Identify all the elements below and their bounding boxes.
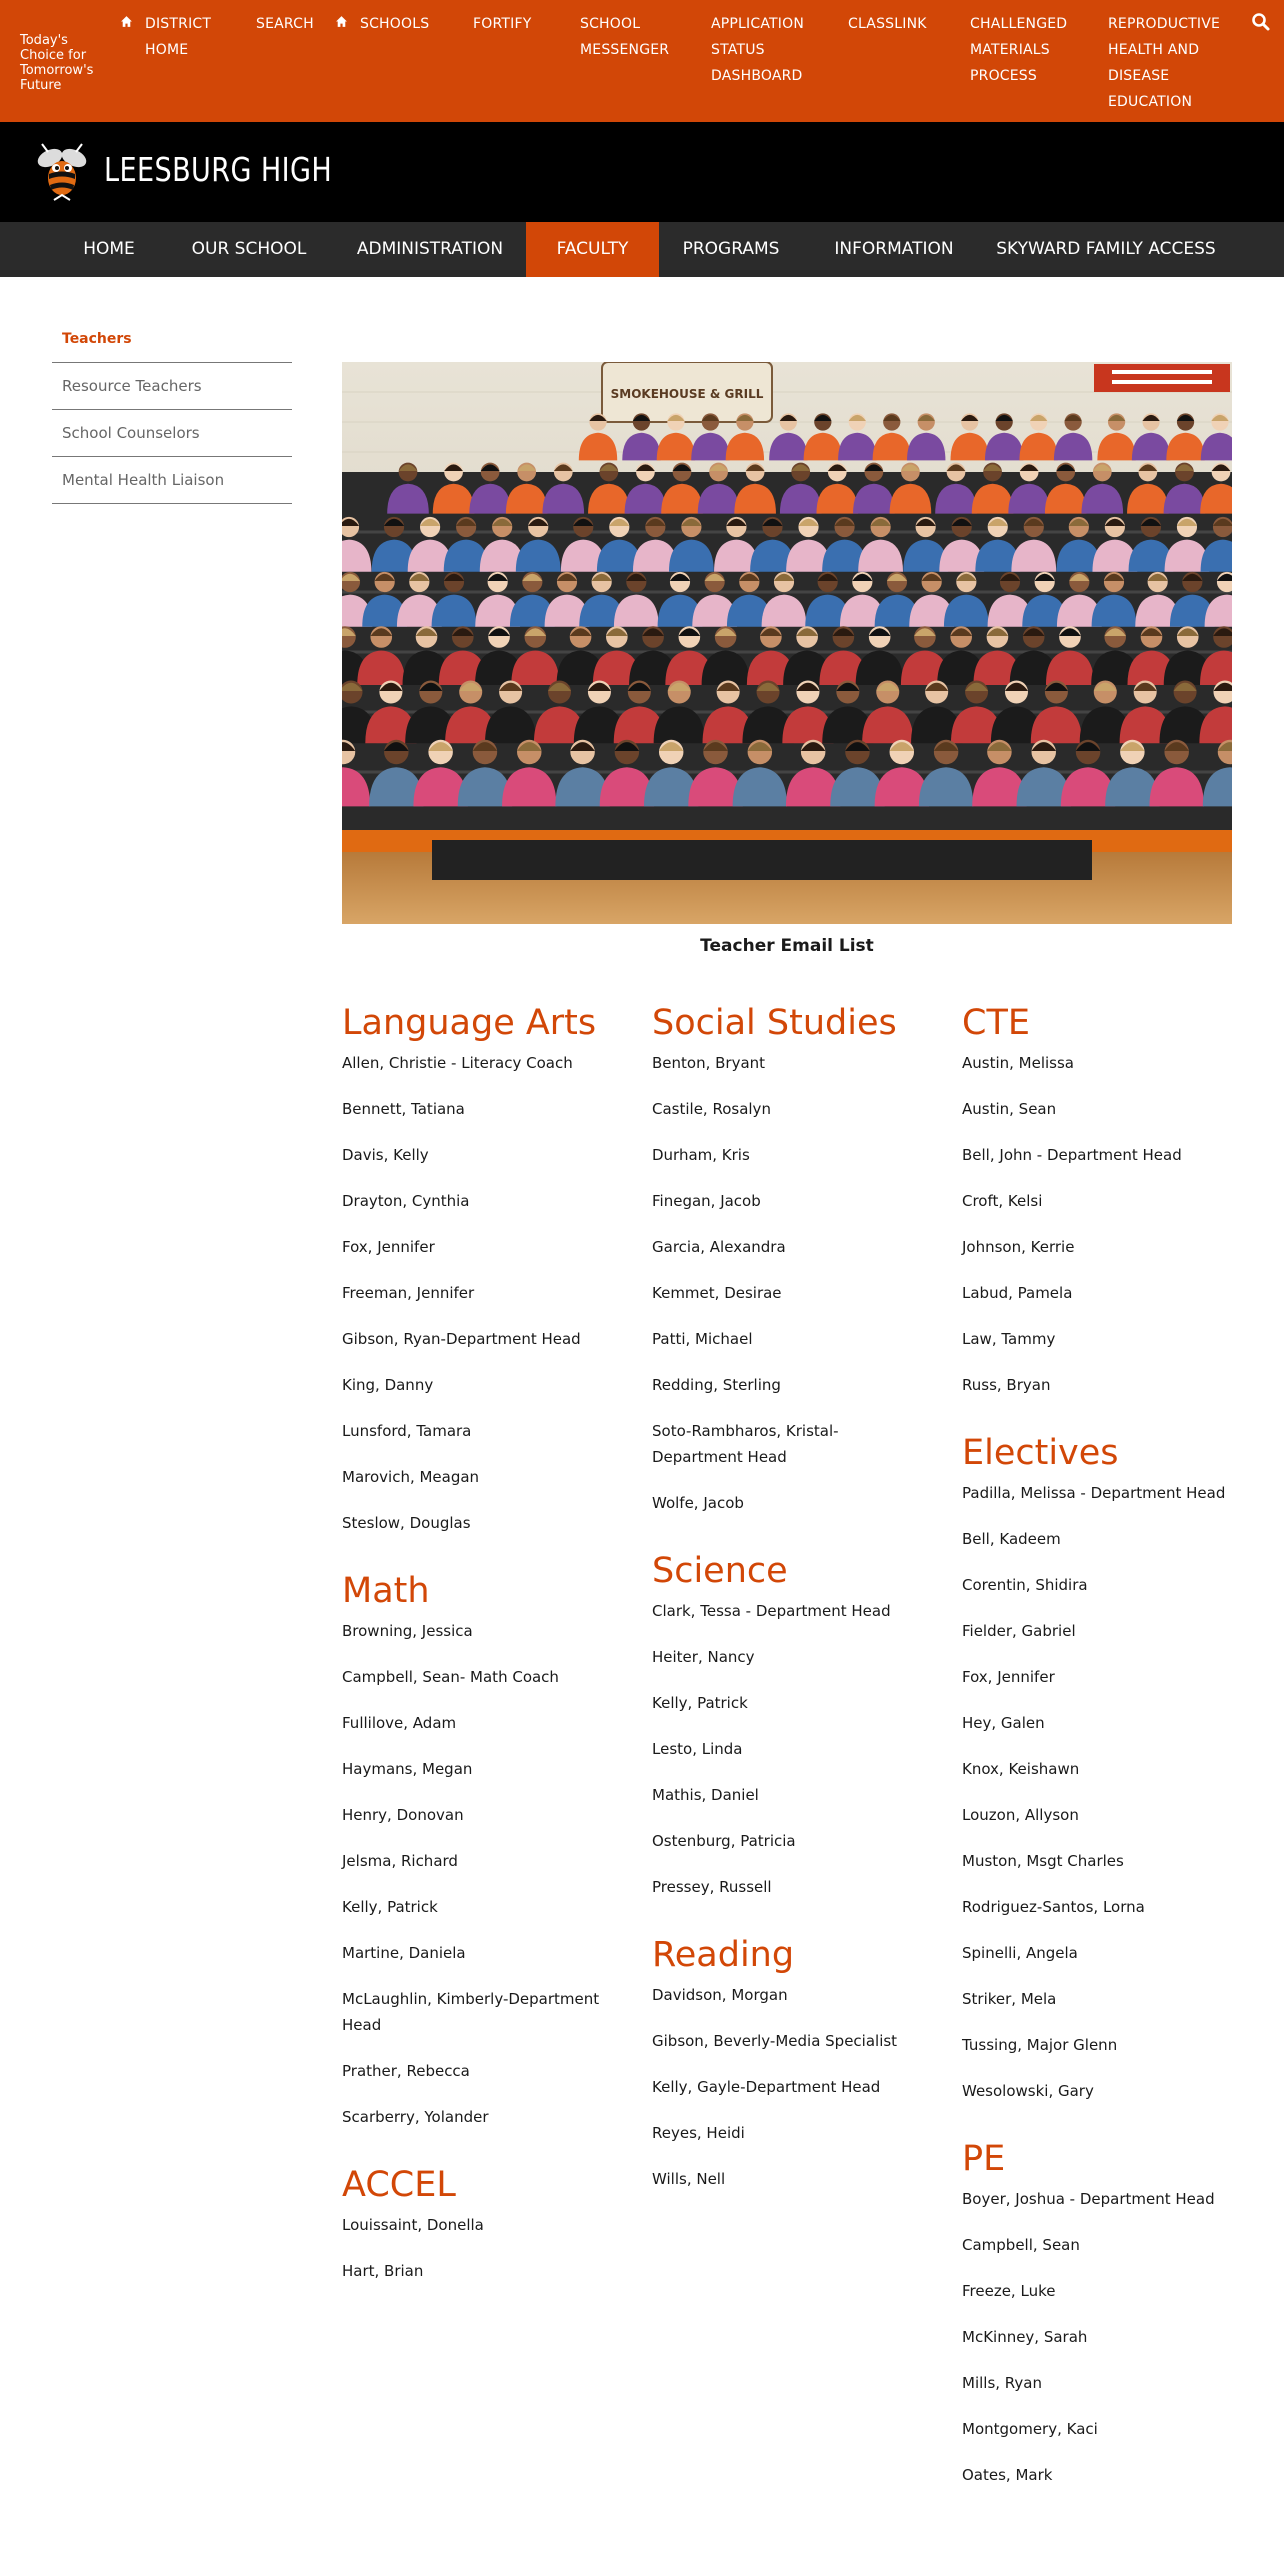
- teacher-link[interactable]: Redding, Sterling: [652, 1376, 781, 1394]
- teacher-link[interactable]: Kelly, Patrick: [652, 1694, 748, 1712]
- utility-link-label: REPRODUCTIVE HEALTH AND DISEASE EDUCATION: [1108, 16, 1221, 110]
- utility-link-label: SEARCH: [256, 16, 314, 32]
- nav-administration[interactable]: ADMINISTRATION: [356, 239, 504, 259]
- teacher-link[interactable]: Croft, Kelsi: [962, 1192, 1043, 1210]
- teacher-link[interactable]: Browning, Jessica: [342, 1622, 473, 1640]
- teacher-link[interactable]: Striker, Mela: [962, 1990, 1057, 2008]
- dept-pe: [962, 2132, 1242, 2508]
- search-icon[interactable]: [1251, 12, 1273, 34]
- dept-title: PE: [962, 2139, 1006, 2179]
- utility-link-schools[interactable]: [360, 11, 440, 37]
- dept-electives: [962, 1426, 1242, 2124]
- utility-link-label: CLASSLINK: [848, 16, 927, 32]
- teacher-link[interactable]: Davis, Kelly: [342, 1146, 429, 1164]
- home-icon: [335, 11, 348, 37]
- teacher-link[interactable]: Campbell, Sean: [962, 2236, 1080, 2254]
- teacher-link[interactable]: Freeman, Jennifer: [342, 1284, 475, 1302]
- teacher-link[interactable]: Campbell, Sean- Math Coach: [342, 1668, 559, 1686]
- sidebar-nav: [52, 316, 292, 504]
- teacher-link[interactable]: Hart, Brian: [342, 2262, 424, 2280]
- teacher-link[interactable]: Bell, Kadeem: [962, 1530, 1061, 1548]
- teacher-link[interactable]: Fielder, Gabriel: [962, 1622, 1076, 1640]
- utility-link-label: SCHOOLS: [360, 16, 430, 32]
- nav-programs[interactable]: PROGRAMS: [682, 239, 780, 259]
- teacher-link[interactable]: Muston, Msgt Charles: [962, 1852, 1124, 1870]
- dept-math: [342, 1564, 602, 2150]
- teacher-link[interactable]: Oates, Mark: [962, 2466, 1053, 2484]
- teacher-link[interactable]: Pressey, Russell: [652, 1878, 772, 1896]
- nav-home[interactable]: HOME: [83, 239, 135, 259]
- teacher-link[interactable]: Henry, Donovan: [342, 1806, 464, 1824]
- teacher-link[interactable]: Knox, Keishawn: [962, 1760, 1080, 1778]
- teacher-link[interactable]: Heiter, Nancy: [652, 1648, 755, 1666]
- teacher-link[interactable]: Gibson, Ryan-Department Head: [342, 1330, 581, 1348]
- utility-link-challenged-materials-process[interactable]: [970, 11, 1080, 89]
- teacher-link[interactable]: McLaughlin, Kimberly-Department Head: [342, 1990, 600, 2034]
- teacher-link[interactable]: Rodriguez-Santos, Lorna: [962, 1898, 1145, 1916]
- dept-science: [652, 1544, 922, 1920]
- teacher-link[interactable]: Finegan, Jacob: [652, 1192, 761, 1210]
- teacher-link[interactable]: McKinney, Sarah: [962, 2328, 1088, 2346]
- teacher-link[interactable]: Jelsma, Richard: [342, 1852, 458, 1870]
- teacher-link[interactable]: Clark, Tessa - Department Head: [652, 1602, 891, 1620]
- dept-title: Science: [652, 1551, 788, 1591]
- sidebar-item-mental-health-liaison[interactable]: Mental Health Liaison: [52, 457, 292, 504]
- dept-title: ACCEL: [342, 2165, 456, 2205]
- main-nav: [0, 222, 1284, 277]
- teacher-link[interactable]: Benton, Bryant: [652, 1054, 766, 1072]
- dept-reading: [652, 1928, 922, 2212]
- teacher-link[interactable]: Steslow, Douglas: [342, 1514, 471, 1532]
- teacher-link[interactable]: Austin, Melissa: [962, 1054, 1075, 1072]
- nav-faculty[interactable]: FACULTY: [526, 222, 659, 277]
- teacher-link[interactable]: Durham, Kris: [652, 1146, 750, 1164]
- teacher-link[interactable]: Freeze, Luke: [962, 2282, 1056, 2300]
- faculty-group-photo: [342, 362, 1232, 924]
- utility-link-district-home[interactable]: [145, 11, 235, 63]
- teacher-link[interactable]: Tussing, Major Glenn: [962, 2036, 1118, 2054]
- teacher-link[interactable]: Louissaint, Donella: [342, 2216, 484, 2234]
- teacher-link[interactable]: Austin, Sean: [962, 1100, 1057, 1118]
- teacher-link[interactable]: Gibson, Beverly-Media Specialist: [652, 2032, 898, 2050]
- utility-link-fortify[interactable]: [473, 11, 543, 37]
- teacher-link[interactable]: Fullilove, Adam: [342, 1714, 457, 1732]
- teacher-link[interactable]: Ostenburg, Patricia: [652, 1832, 796, 1850]
- teacher-link[interactable]: Wolfe, Jacob: [652, 1494, 744, 1512]
- teacher-link[interactable]: Johnson, Kerrie: [962, 1238, 1075, 1256]
- teacher-link[interactable]: Boyer, Joshua - Department Head: [962, 2190, 1215, 2208]
- sidebar-item-school-counselors[interactable]: School Counselors: [52, 410, 292, 457]
- nav-our-school[interactable]: OUR SCHOOL: [191, 239, 307, 259]
- brand-bar: [0, 122, 1284, 222]
- teacher-link[interactable]: Martine, Daniela: [342, 1944, 466, 1962]
- teacher-link[interactable]: Haymans, Megan: [342, 1760, 473, 1778]
- dept-title: CTE: [962, 1003, 1030, 1043]
- utility-link-search[interactable]: [256, 11, 316, 37]
- teacher-link[interactable]: Castile, Rosalyn: [652, 1100, 771, 1118]
- photo-banner-text: SMOKEHOUSE & GRILL: [610, 387, 764, 401]
- teacher-link[interactable]: Mills, Ryan: [962, 2374, 1042, 2392]
- utility-link-label: APPLICATION STATUS DASHBOARD: [711, 16, 805, 84]
- teacher-link[interactable]: Marovich, Meagan: [342, 1468, 480, 1486]
- teacher-link[interactable]: Wills, Nell: [652, 2170, 726, 2188]
- district-tagline: Today's Choice for Tomorrow's Future: [20, 33, 94, 93]
- dept-title: Reading: [652, 1935, 795, 1975]
- dept-title: Language Arts: [342, 1003, 597, 1043]
- teacher-link[interactable]: Patti, Michael: [652, 1330, 753, 1348]
- teacher-link[interactable]: Padilla, Melissa - Department Head: [962, 1484, 1226, 1502]
- sidebar-item-teachers[interactable]: Teachers: [52, 316, 292, 363]
- school-name[interactable]: LEESBURG HIGH: [104, 150, 333, 189]
- utility-link-classlink[interactable]: [848, 11, 938, 37]
- teacher-link[interactable]: Soto-Rambharos, Kristal-Department Head: [652, 1422, 839, 1466]
- teacher-link[interactable]: Fox, Jennifer: [962, 1668, 1055, 1686]
- teacher-link[interactable]: King, Danny: [342, 1376, 434, 1394]
- utility-link-label: FORTIFY: [473, 16, 532, 32]
- teacher-link[interactable]: Montgomery, Kaci: [962, 2420, 1098, 2438]
- dept-title: Math: [342, 1571, 430, 1611]
- yellowjacket-logo[interactable]: [28, 138, 96, 206]
- dept-cte: [962, 996, 1242, 1418]
- teacher-link[interactable]: Wesolowski, Gary: [962, 2082, 1094, 2100]
- sidebar-item-resource-teachers[interactable]: Resource Teachers: [52, 363, 292, 410]
- utility-link-label: CHALLENGED MATERIALS PROCESS: [970, 16, 1068, 84]
- teacher-link[interactable]: Fox, Jennifer: [342, 1238, 435, 1256]
- dept-language-arts: [342, 996, 602, 1556]
- dept-title: Electives: [962, 1433, 1119, 1473]
- dept-title: Social Studies: [652, 1003, 897, 1043]
- teacher-link[interactable]: Allen, Christie - Literacy Coach: [342, 1054, 573, 1072]
- utility-link-label: SCHOOL MESSENGER: [580, 16, 670, 58]
- teacher-link[interactable]: Prather, Rebecca: [342, 2062, 470, 2080]
- teacher-link[interactable]: Hey, Galen: [962, 1714, 1045, 1732]
- teacher-link[interactable]: Kelly, Patrick: [342, 1898, 438, 1916]
- dept-accel: [342, 2158, 602, 2304]
- teacher-link[interactable]: Spinelli, Angela: [962, 1944, 1078, 1962]
- utility-bar: [0, 0, 1284, 122]
- teacher-link[interactable]: Kemmet, Desirae: [652, 1284, 782, 1302]
- teacher-link[interactable]: Russ, Bryan: [962, 1376, 1051, 1394]
- utility-link-school-messenger[interactable]: [580, 11, 680, 63]
- teacher-link[interactable]: Mathis, Daniel: [652, 1786, 759, 1804]
- teacher-link[interactable]: Garcia, Alexandra: [652, 1238, 786, 1256]
- teacher-link[interactable]: Louzon, Allyson: [962, 1806, 1079, 1824]
- teacher-link[interactable]: Corentin, Shidira: [962, 1576, 1088, 1594]
- teacher-link[interactable]: Lesto, Linda: [652, 1740, 743, 1758]
- utility-link-label: DISTRICT HOME: [145, 16, 212, 58]
- teacher-link[interactable]: Labud, Pamela: [962, 1284, 1073, 1302]
- dept-social-studies: [652, 996, 922, 1536]
- teacher-link[interactable]: Lunsford, Tamara: [342, 1422, 472, 1440]
- teacher-link[interactable]: Reyes, Heidi: [652, 2124, 745, 2142]
- teacher-link[interactable]: Scarberry, Yolander: [342, 2108, 489, 2126]
- teacher-email-list-title: Teacher Email List: [700, 936, 874, 956]
- teacher-link[interactable]: Bell, John - Department Head: [962, 1146, 1182, 1164]
- home-icon: [120, 11, 133, 37]
- teacher-link[interactable]: Law, Tammy: [962, 1330, 1056, 1348]
- nav-skyward-family-access[interactable]: SKYWARD FAMILY ACCESS: [996, 239, 1216, 259]
- teacher-link[interactable]: Bennett, Tatiana: [342, 1100, 465, 1118]
- utility-link-reproductive-health[interactable]: [1108, 11, 1226, 115]
- teacher-link[interactable]: Davidson, Morgan: [652, 1986, 788, 2004]
- teacher-link[interactable]: Kelly, Gayle-Department Head: [652, 2078, 881, 2096]
- teacher-link[interactable]: Drayton, Cynthia: [342, 1192, 470, 1210]
- utility-link-application-status-dashboard[interactable]: [711, 11, 821, 89]
- nav-information[interactable]: INFORMATION: [834, 239, 954, 259]
